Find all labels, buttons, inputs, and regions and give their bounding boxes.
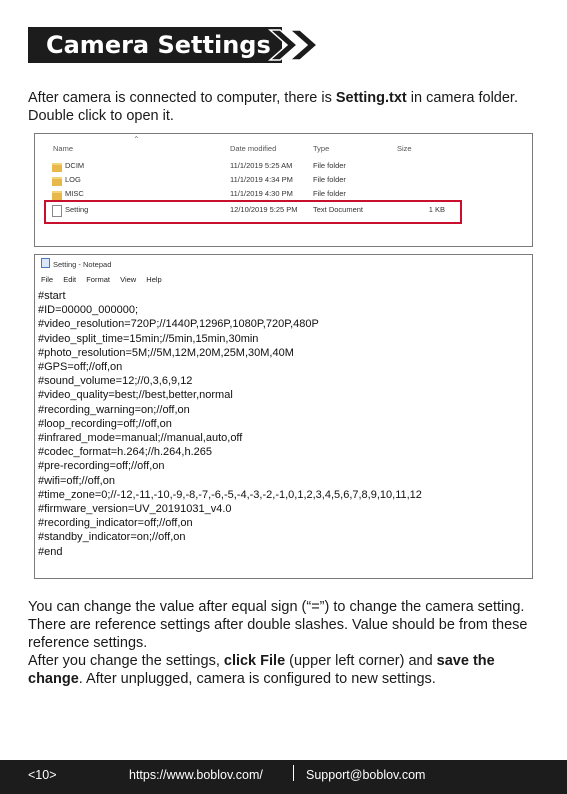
folder-icon	[52, 163, 62, 172]
instructions-paragraph-2	[28, 652, 543, 688]
sort-caret-icon: ⌃	[133, 135, 140, 144]
setting-line: #recording_indicator=off;//off,on	[38, 517, 193, 530]
instructions-text: (upper left corner) and	[285, 653, 437, 669]
notepad-icon	[41, 258, 50, 268]
file-type: Text Document	[313, 205, 364, 214]
column-date-modified[interactable]: Date modified	[230, 144, 277, 153]
file-explorer-screenshot	[34, 133, 533, 247]
instructions	[28, 598, 543, 688]
intro-text-after: in camera folder. Double click to open it.	[28, 90, 518, 124]
instructions-text: After you change the settings,	[28, 653, 224, 669]
setting-line: #GPS=off;//off,on	[38, 361, 123, 374]
setting-line: #codec_format=h.264;//h.264,h.265	[38, 446, 212, 459]
file-date: 11/1/2019 4:34 PM	[230, 175, 293, 184]
setting-line: #sound_volume=12;//0,3,6,9,12	[38, 375, 193, 388]
setting-line: #standby_indicator=on;//off,on	[38, 531, 186, 544]
notepad-title-bar	[41, 258, 111, 269]
instructions-text: . After unplugged, camera is configured to new settings.	[78, 671, 436, 687]
file-size: 1 KB	[428, 205, 445, 214]
setting-line: #ID=00000_000000;	[38, 304, 139, 317]
setting-line: #end	[38, 545, 63, 558]
setting-line: #firmware_version=UV_20191031_v4.0	[38, 503, 232, 516]
file-type: File folder	[313, 175, 346, 184]
setting-line: #video_split_time=15min;//5min,15min,30min	[38, 332, 259, 345]
file-date: 12/10/2019 5:25 PM	[230, 205, 298, 214]
setting-line: #wifi=off;//off,on	[38, 474, 115, 487]
file-type: File folder	[313, 161, 346, 170]
folder-icon	[52, 191, 62, 200]
file-date: 11/1/2019 5:25 AM	[230, 161, 293, 170]
menu-file[interactable]: File	[41, 275, 54, 284]
menu-format[interactable]: Format	[86, 275, 110, 284]
page-title: Camera Settings	[28, 27, 282, 63]
setting-line: #infrared_mode=manual;//manual,auto,off	[38, 432, 243, 445]
menu-edit[interactable]: Edit	[63, 275, 77, 284]
footer-divider	[293, 765, 294, 781]
notepad-menu-bar	[41, 275, 170, 284]
instructions-paragraph-1: You can change the value after equal sign (“=”) to change the camera setting. There are reference settings after double slashes. Value should be from these reference settings.	[28, 599, 528, 651]
file-name: MISC	[65, 189, 84, 198]
instructions-emphasis-click-file: click File	[223, 653, 286, 669]
support-email-link[interactable]: Support@boblov.com	[306, 768, 426, 782]
setting-line: #recording_warning=on;//off,on	[38, 403, 190, 416]
intro-paragraph	[28, 89, 538, 125]
setting-file-highlight	[44, 200, 462, 224]
setting-line: #loop_recording=off;//off,on	[38, 417, 172, 430]
file-name: LOG	[65, 175, 81, 184]
file-type: File folder	[313, 189, 346, 198]
page-footer	[0, 760, 567, 794]
double-chevron-right-icon	[268, 27, 324, 63]
file-name: Setting	[65, 205, 89, 214]
instructions-emphasis-save: save the change	[28, 653, 495, 687]
page-number: <10>	[28, 768, 57, 782]
file-row-dcim[interactable]	[35, 161, 532, 175]
setting-line: #photo_resolution=5M;//5M,12M,20M,25M,30M,40M	[38, 346, 294, 359]
column-size[interactable]: Size	[397, 144, 412, 153]
menu-view[interactable]: View	[120, 275, 137, 284]
notepad-window-title: Setting - Notepad	[53, 260, 112, 269]
setting-line: #video_resolution=720P;//1440P,1296P,1080P,720P,480P	[38, 318, 319, 331]
notepad-text-content[interactable]	[38, 289, 422, 559]
folder-icon	[52, 177, 62, 186]
website-link[interactable]: https://www.boblov.com/	[129, 768, 263, 782]
intro-filename: Setting.txt	[335, 90, 407, 106]
explorer-column-headers	[35, 144, 532, 156]
setting-line: #time_zone=0;//-12,-11,-10,-9,-8,-7,-6,-5,-4,-3,-2,-1,0,1,2,3,4,5,6,7,8,9,10,11,12	[38, 488, 422, 501]
file-date: 11/1/2019 4:30 PM	[230, 189, 293, 198]
notepad-screenshot	[34, 254, 533, 579]
setting-line: #start	[38, 290, 66, 302]
file-row-log[interactable]	[35, 175, 532, 189]
file-name: DCIM	[65, 161, 85, 170]
intro-text-before: After camera is connected to computer, there is	[28, 90, 336, 106]
column-type[interactable]: Type	[313, 144, 330, 153]
menu-help[interactable]: Help	[146, 275, 162, 284]
setting-line: #pre-recording=off;//off,on	[38, 460, 165, 473]
setting-line: #video_quality=best;//best,better,normal	[38, 389, 233, 402]
column-name[interactable]: Name	[53, 144, 74, 153]
